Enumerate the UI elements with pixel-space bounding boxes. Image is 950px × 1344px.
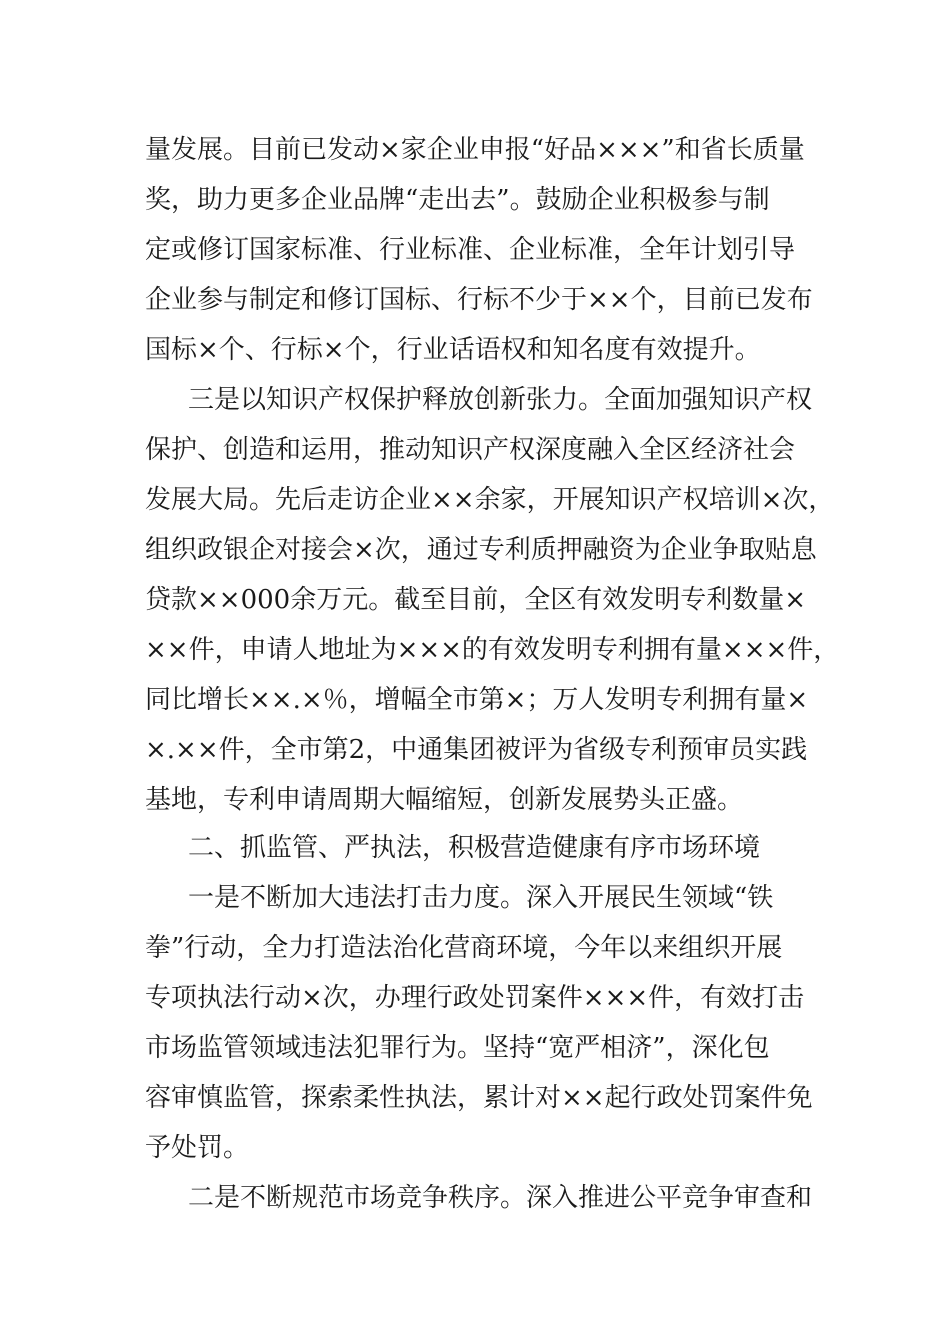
text-line: 国标×个、行标×个，行业话语权和知名度有效提升。	[145, 335, 761, 365]
text-line: 组织政银企对接会×次，通过专利质押融资为企业争取贴息	[145, 535, 817, 565]
text-line: 奖，助力更多企业品牌“走出去”。鼓励企业积极参与制	[145, 185, 770, 215]
text-line: 贷款××000余万元。截至目前，全区有效发明专利数量×	[145, 585, 806, 615]
section-heading: 二、抓监管、严执法，积极营造健康有序市场环境	[188, 833, 761, 863]
text-line: 量发展。目前已发动×家企业申报“好品×××”和省长质量	[145, 135, 805, 165]
text-line: 同比增长××.×％，增幅全市第×；万人发明专利拥有量×	[145, 685, 809, 715]
text-line: ×.××件，全市第2，中通集团被评为省级专利预审员实践	[145, 735, 808, 765]
text-line: 予处罚。	[145, 1133, 250, 1163]
text-line: 定或修订国家标准、行业标准、企业标准，全年计划引导	[145, 235, 796, 265]
text-line: 拳”行动，全力打造法治化营商环境，今年以来组织开展	[145, 933, 783, 963]
text-line: 专项执法行动×次，办理行政处罚案件×××件，有效打击	[145, 983, 805, 1013]
text-line: 保护、创造和运用，推动知识产权深度融入全区经济社会	[145, 435, 796, 465]
text-line: ××件，申请人地址为×××的有效发明专利拥有量×××件，	[145, 635, 840, 665]
paragraph-start-line: 二是不断规范市场竞争秩序。深入推进公平竞争审查和	[188, 1183, 813, 1213]
text-line: 容审慎监管，探索柔性执法，累计对××起行政处罚案件免	[145, 1083, 813, 1113]
paragraph-start-line: 三是以知识产权保护释放创新张力。全面加强知识产权	[188, 385, 813, 415]
text-line: 基地，专利申请周期大幅缩短，创新发展势头正盛。	[145, 785, 744, 815]
paragraph-start-line: 一是不断加大违法打击力度。深入开展民生领域“铁	[188, 883, 774, 913]
text-line: 企业参与制定和修订国标、行标不少于××个，目前已发布	[145, 285, 813, 315]
text-line: 发展大局。先后走访企业××余家，开展知识产权培训×次，	[145, 485, 835, 515]
text-line: 市场监管领域违法犯罪行为。坚持“宽严相济”，深化包	[145, 1033, 770, 1063]
